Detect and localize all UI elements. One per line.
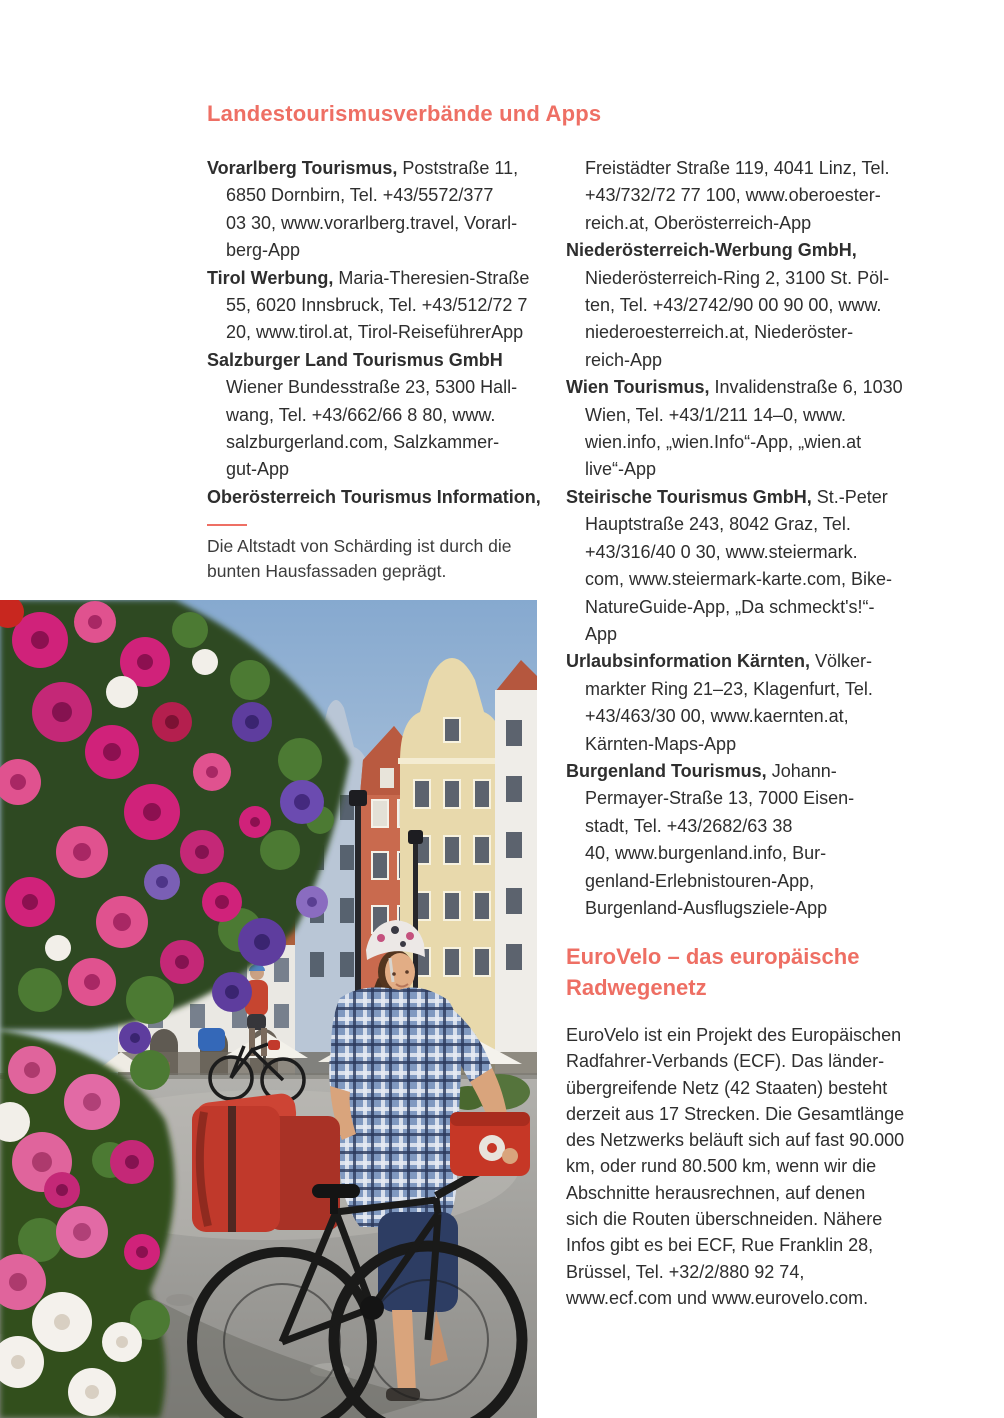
text-line: Hauptstraße 243, 8042 Graz, Tel.: [585, 514, 851, 535]
text-line: ten, Tel. +43/2742/90 00 90 00, www.: [585, 295, 882, 316]
eurovelo-paragraph: [566, 1022, 904, 1311]
text-line: 40, www.burgenland.info, Bur-: [585, 843, 827, 864]
text-line: berg-App: [226, 240, 301, 261]
text-line: [207, 347, 539, 374]
directory-entry: [566, 648, 918, 758]
text-line: +43/463/30 00, www.kaernten.at,: [585, 706, 849, 727]
text-line: 6850 Dornbirn, Tel. +43/5572/377: [226, 185, 494, 206]
text-line: Kärnten-Maps-App: [585, 733, 737, 754]
text-line: 55, 6020 Innsbruck, Tel. +43/512/72 7: [226, 295, 528, 316]
directory-left-column: [207, 155, 539, 511]
text-line: markter Ring 21–23, Klagenfurt, Tel.: [585, 678, 873, 699]
caption-divider: [207, 524, 247, 526]
text-line: Die Altstadt von Schärding ist durch die: [207, 536, 512, 556]
directory-entry: [566, 374, 918, 484]
entry-name: Oberösterreich Tourismus Information,: [207, 486, 541, 507]
photo-caption: [207, 534, 511, 584]
directory-right-column: [566, 155, 918, 922]
text-line: +43/732/72 77 100, www.oberoester-: [585, 185, 881, 206]
text-line: EuroVelo ist ein Projekt des Europäischen: [566, 1025, 902, 1045]
entry-name: Vorarlberg Tourismus,: [207, 158, 398, 178]
text-line: Radfahrer-Verbands (ECF). Das länder-: [566, 1051, 885, 1072]
directory-entry: [207, 265, 539, 347]
text-line: Wien Tourismus, Invalidenstraße 6, 1030: [566, 377, 903, 398]
entry-name: Wien Tourismus,: [566, 377, 710, 398]
text-line: Burgenland Tourismus, Johann-: [566, 760, 837, 781]
section-title-tourism: Landestourismusverbände und Apps: [207, 101, 602, 126]
directory-entry: [207, 347, 539, 484]
text-line: bunten Hausfassaden geprägt.: [207, 561, 447, 581]
text-line: sich die Routen überschneiden. Nähere: [566, 1209, 883, 1230]
text-line: derzeit aus 17 Strecken. Die Gesamtlänge: [566, 1103, 905, 1124]
directory-entry: [566, 484, 918, 648]
text-line: gut-App: [226, 459, 290, 480]
text-line: Wiener Bundesstraße 23, 5300 Hall-: [226, 377, 518, 398]
text-line: www.ecf.com und www.eurovelo.com.: [566, 1287, 869, 1308]
text-line: 20, www.tirol.at, Tirol-ReiseführerApp: [226, 322, 524, 343]
entry-name: Tirol Werbung,: [207, 267, 334, 288]
entry-name: Burgenland Tourismus,: [566, 760, 767, 781]
directory-entry: [566, 155, 918, 237]
text-line: reich-App: [585, 349, 663, 370]
directory-entry: [207, 484, 539, 511]
text-line: App: [585, 623, 618, 644]
text-line: Freistädter Straße 119, 4041 Linz, Tel.: [585, 158, 890, 178]
text-line: Niederösterreich-Ring 2, 3100 St. Pöl-: [585, 267, 890, 288]
text-line: Tirol Werbung, Maria-Theresien-Straße: [207, 267, 530, 288]
section-title-eurovelo: [566, 941, 859, 1003]
text-line: Steirische Tourismus GmbH, St.-Peter: [566, 486, 888, 507]
text-line: Urlaubsinformation Kärnten, Völker-: [566, 651, 873, 672]
town-square-photo-illustration: [0, 600, 537, 1418]
text-line: [207, 484, 539, 511]
text-line: Permayer-Straße 13, 7000 Eisen-: [585, 788, 855, 809]
text-line: Vorarlberg Tourismus, Poststraße 11,: [207, 158, 519, 178]
text-line: stadt, Tel. +43/2682/63 38: [585, 815, 793, 836]
text-line: +43/316/40 0 30, www.steiermark.: [585, 541, 858, 562]
entry-name: Steirische Tourismus GmbH,: [566, 486, 812, 507]
town-square-photo: [0, 600, 537, 1418]
text-line: des Netzwerks beläuft sich auf fast 90.000: [566, 1130, 905, 1151]
text-line: Burgenland-Ausflugsziele-App: [585, 897, 828, 918]
directory-entry: [566, 758, 918, 922]
text-line: übergreifende Netz (42 Staaten) besteht: [566, 1077, 888, 1098]
text-line: EuroVelo – das europäische: [566, 944, 860, 969]
text-line: Brüssel, Tel. +32/2/880 92 74,: [566, 1261, 805, 1282]
handlebar-bag: [450, 1112, 530, 1176]
entry-name: Salzburger Land Tourismus GmbH: [207, 349, 503, 370]
text-line: wien.info, „wien.Info“-App, „wien.at: [585, 432, 862, 453]
text-line: NatureGuide-App, „Da schmeckt's!“-: [585, 596, 875, 617]
directory-entry: [566, 237, 918, 374]
text-line: reich.at, Oberösterreich-App: [585, 212, 812, 233]
text-line: Infos gibt es bei ECF, Rue Franklin 28,: [566, 1235, 874, 1256]
text-line: [566, 237, 918, 264]
text-line: niederoesterreich.at, Niederöster-: [585, 322, 854, 343]
text-line: Abschnitte herausrechnen, auf denen: [566, 1182, 866, 1203]
entry-name: Niederösterreich-Werbung GmbH,: [566, 240, 857, 261]
flowers-foreground-lower: [0, 1022, 175, 1418]
text-line: 03 30, www.vorarlberg.travel, Vorarl-: [226, 212, 518, 233]
directory-entry: [207, 155, 539, 265]
text-line: live“-App: [585, 459, 657, 480]
text-line: salzburgerland.com, Salzkammer-: [226, 432, 500, 453]
text-line: Wien, Tel. +43/1/211 14–0, www.: [585, 404, 846, 425]
text-line: com, www.steiermark-karte.com, Bike-: [585, 569, 893, 590]
text-line: km, oder rund 80.500 km, wenn wir die: [566, 1156, 877, 1177]
text-line: Radwegenetz: [566, 975, 707, 1000]
text-line: wang, Tel. +43/662/66 8 80, www.: [226, 404, 496, 425]
entry-name: Urlaubsinformation Kärnten,: [566, 651, 811, 672]
text-line: genland-Erlebnistouren-App,: [585, 870, 815, 891]
